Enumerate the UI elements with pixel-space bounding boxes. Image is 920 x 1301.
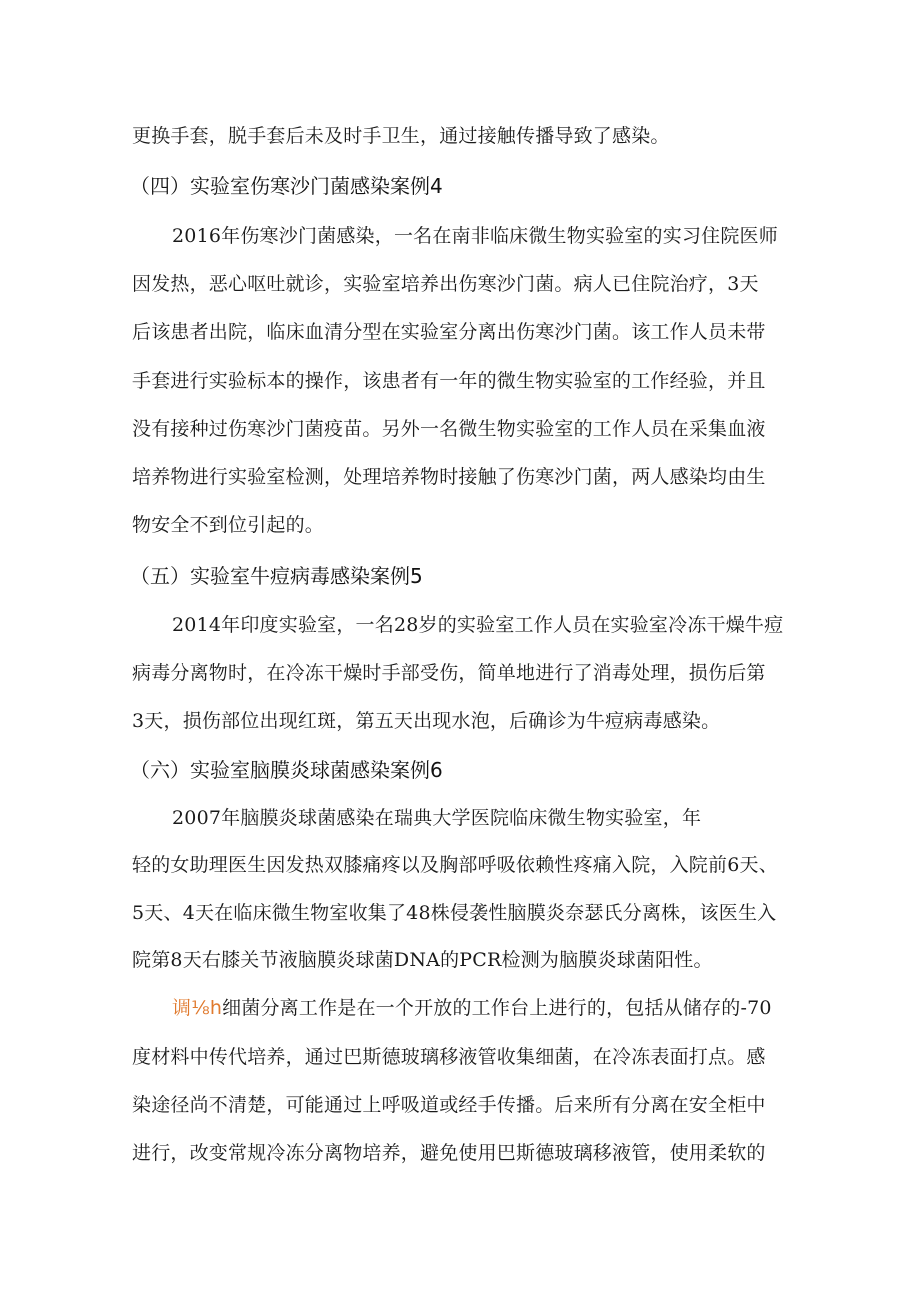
paragraph-line: 后该患者出院，临床血清分型在实验室分离出伤寒沙门菌。该工作人员未带 xyxy=(132,321,766,343)
paragraph-text: 细菌分离工作是在一个开放的工作台上进行的，包括从储存的-70 xyxy=(222,997,772,1019)
paragraph-line: 度材料中传代培养，通过巴斯德玻璃移液管收集细菌，在冷冻表面打点。感 xyxy=(132,1046,766,1068)
highlighted-text: 调⅛h xyxy=(172,997,223,1019)
paragraph-line: 3天，损伤部位出现红斑，第五天出现水泡，后确诊为牛痘病毒感染。 xyxy=(132,710,721,732)
section-heading-5: （五）实验室牛痘病毒感染案例5 xyxy=(130,564,423,588)
paragraph-line: 2007年脑膜炎球菌感染在瑞典大学医院临床微生物实验室，年 xyxy=(172,807,702,829)
paragraph-line: 2016年伤寒沙门菌感染，一名在南非临床微生物实验室的实习住院医师 xyxy=(172,225,778,247)
paragraph-line: 进行，改变常规冷冻分离物培养，避免使用巴斯德玻璃移液管，使用柔软的 xyxy=(132,1142,766,1164)
paragraph-line: 2014年印度实验室，一名28岁的实验室工作人员在实验室冷冻干燥牛痘 xyxy=(172,614,784,636)
paragraph-line: 培养物进行实验室检测，处理培养物时接触了伤寒沙门菌，两人感染均由生 xyxy=(132,466,766,488)
section-heading-4: （四）实验室伤寒沙门菌感染案例4 xyxy=(130,174,443,198)
paragraph-line: 院第8天右膝关节液脑膜炎球菌DNA的PCR检测为脑膜炎球菌阳性。 xyxy=(132,949,713,971)
paragraph-line: 因发热，恶心呕吐就诊，实验室培养出伤寒沙门菌。病人已住院治疗，3天 xyxy=(132,273,759,295)
paragraph-line: 病毒分离物时，在冷冻干燥时手部受伤，简单地进行了消毒处理，损伤后第 xyxy=(132,662,766,684)
paragraph-line: 没有接种过伤寒沙门菌疫苗。另外一名微生物实验室的工作人员在采集血液 xyxy=(132,418,766,440)
paragraph-line: 更换手套，脱手套后未及时手卫生，通过接触传播导致了感染。 xyxy=(132,125,670,147)
paragraph-line: 5天、4天在临床微生物室收集了48株侵袭性脑膜炎奈瑟氏分离株，该医生入 xyxy=(132,902,777,924)
paragraph-line: 手套进行实验标本的操作，该患者有一年的微生物实验室的工作经验，并且 xyxy=(132,370,766,392)
section-heading-6: （六）实验室脑膜炎球菌感染案例6 xyxy=(130,758,443,782)
paragraph-line: 物安全不到位引起的。 xyxy=(132,514,325,536)
paragraph-line: 染途径尚不清楚，可能通过上呼吸道或经手传播。后来所有分离在安全柜中 xyxy=(132,1094,766,1116)
paragraph-line: 轻的女助理医生因发热双膝痛疼以及胸部呼吸依赖性疼痛入院，入院前6天、 xyxy=(132,854,778,876)
paragraph-first-line xyxy=(172,996,920,1020)
